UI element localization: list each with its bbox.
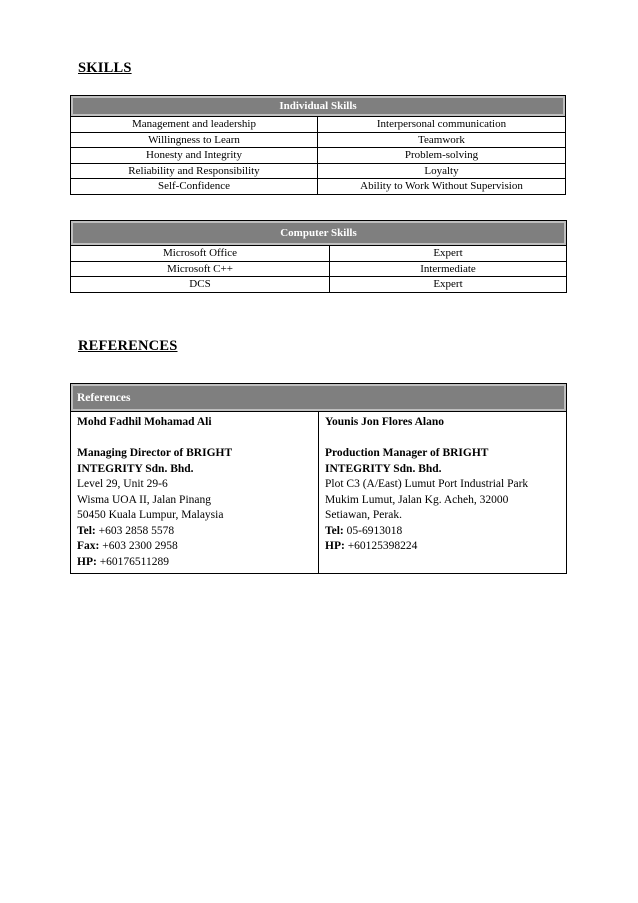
skill-cell: Interpersonal communication xyxy=(318,117,566,133)
reference-address-line: Level 29, Unit 29-6 xyxy=(77,478,168,490)
computer-skills-table xyxy=(70,220,567,293)
reference-hp xyxy=(325,539,560,555)
individual-skills-header: Individual Skills xyxy=(71,96,566,117)
reference-address-line: Plot C3 (A/East) Lumut Port Industrial Park xyxy=(325,478,529,490)
reference-right xyxy=(319,412,567,574)
skill-cell: Ability to Work Without Supervision xyxy=(318,179,566,195)
software-cell: Microsoft C++ xyxy=(71,261,330,277)
table-row xyxy=(71,148,566,164)
skill-cell: Honesty and Integrity xyxy=(71,148,318,164)
reference-address-line: Setiawan, Perak. xyxy=(325,509,402,521)
reference-hp xyxy=(77,555,312,571)
computer-skills-header: Computer Skills xyxy=(71,221,567,246)
table-row xyxy=(71,163,566,179)
reference-company: INTEGRITY Sdn. Bhd. xyxy=(77,462,194,475)
reference-tel xyxy=(77,524,312,540)
table-row xyxy=(71,179,566,195)
hp-value: +60125398224 xyxy=(347,540,418,552)
tel-value: 05-6913018 xyxy=(346,524,403,537)
skill-cell: Problem-solving xyxy=(318,148,566,164)
table-row xyxy=(71,261,567,277)
reference-company: INTEGRITY Sdn. Bhd. xyxy=(325,462,442,475)
table-row xyxy=(71,132,566,148)
table-row xyxy=(71,117,566,133)
fax-label: Fax: xyxy=(77,540,100,552)
individual-skills-table xyxy=(70,95,566,195)
level-cell: Expert xyxy=(330,246,567,262)
tel-label: Tel: xyxy=(325,524,344,537)
hp-label: HP: xyxy=(325,540,345,552)
skill-cell: Management and leadership xyxy=(71,117,318,133)
skill-cell: Loyalty xyxy=(318,163,566,179)
software-cell: Microsoft Office xyxy=(71,246,330,262)
level-cell: Expert xyxy=(330,277,567,293)
reference-address-line: 50450 Kuala Lumpur, Malaysia xyxy=(77,509,224,521)
tel-label: Tel: xyxy=(77,524,96,537)
reference-name: Younis Jon Flores Alano xyxy=(325,416,444,428)
skill-cell: Reliability and Responsibility xyxy=(71,163,318,179)
tel-value: +603 2858 5578 xyxy=(98,524,175,537)
hp-label: HP: xyxy=(77,555,97,568)
software-cell: DCS xyxy=(71,277,330,293)
reference-address-line: Mukim Lumut, Jalan Kg. Acheh, 32000 xyxy=(325,493,509,506)
skill-cell: Self-Confidence xyxy=(71,179,318,195)
skill-cell: Teamwork xyxy=(318,132,566,148)
skills-heading: SKILLS xyxy=(78,60,132,76)
reference-name: Mohd Fadhil Mohamad Ali xyxy=(77,416,212,428)
skill-cell: Willingness to Learn xyxy=(71,132,318,148)
reference-tel xyxy=(325,524,560,540)
references-header: References xyxy=(71,384,567,412)
hp-value: +60176511289 xyxy=(99,555,169,568)
reference-fax xyxy=(77,539,312,555)
table-row xyxy=(71,277,567,293)
references-table xyxy=(70,383,567,574)
reference-position: Production Manager of BRIGHT xyxy=(325,447,489,459)
reference-address-line: Wisma UOA II, Jalan Pinang xyxy=(77,493,212,506)
level-cell: Intermediate xyxy=(330,261,567,277)
table-row xyxy=(71,246,567,262)
reference-left xyxy=(71,412,319,574)
references-heading: REFERENCES xyxy=(78,338,178,354)
fax-value: +603 2300 2958 xyxy=(102,540,178,552)
reference-position: Managing Director of BRIGHT xyxy=(77,447,233,459)
